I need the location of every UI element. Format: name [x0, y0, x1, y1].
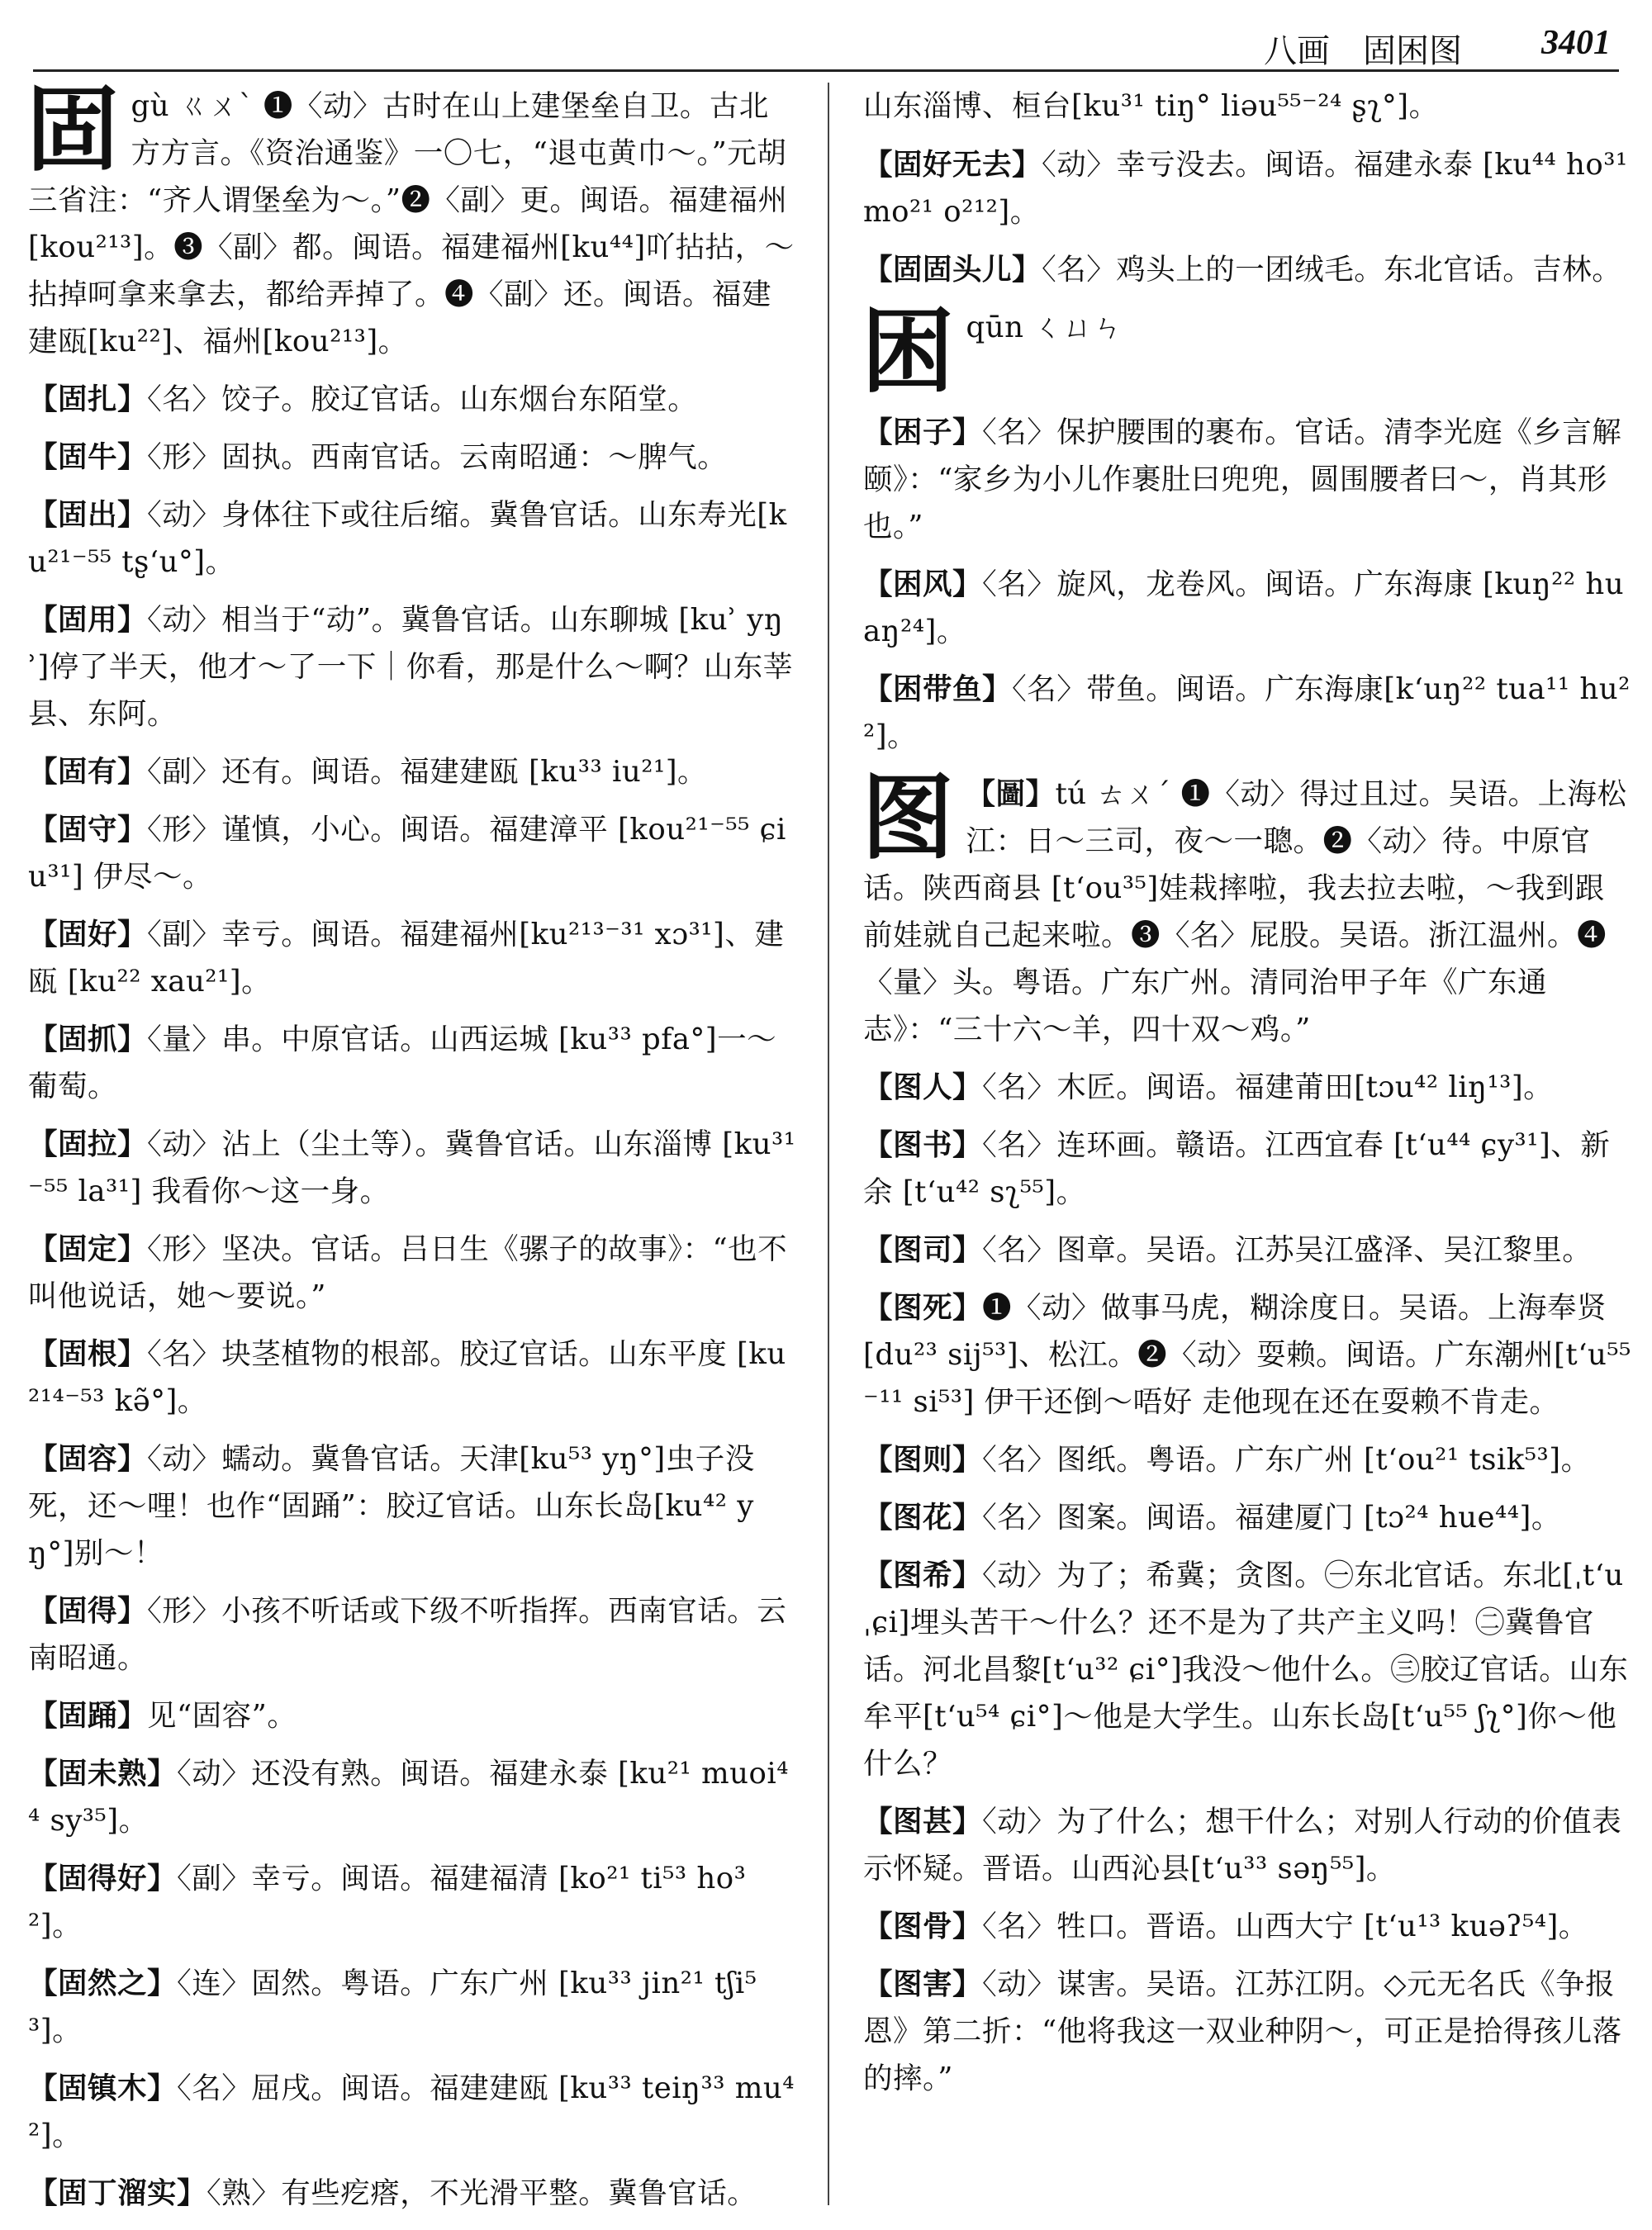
entry-definition: qūn ㄑㄩㄣ [966, 311, 1123, 344]
page-number: 3401 [1541, 24, 1611, 62]
entry-headword: 【图甚】 [863, 1805, 983, 1839]
entry-headword: 【固定】 [28, 1232, 148, 1266]
dictionary-entry [28, 806, 796, 900]
entry-headword: 【困子】 [863, 415, 983, 449]
entry-headword: 【图则】 [863, 1443, 983, 1477]
entry-headword: 【固根】 [28, 1337, 148, 1371]
dictionary-entry [863, 1436, 1631, 1483]
entry-headword: 【图花】 [863, 1501, 983, 1535]
entry-headword: 【图司】 [863, 1233, 983, 1267]
headword-character: 固 [26, 76, 120, 184]
entry-headword: 【固踊】 [28, 1699, 148, 1733]
dictionary-entry [28, 1435, 796, 1577]
entry-definition: 见“固容”。 [147, 1699, 297, 1733]
entry-headword: 【固丁溜实】 [28, 2176, 207, 2210]
entry-definition: 〈副〉幸亏。闽语。福建福清 [ko²¹ ti⁵³ ho³²]。 [28, 1862, 747, 1943]
entry-headword: 【固用】 [28, 603, 148, 637]
dictionary-entry [863, 409, 1631, 550]
entry-headword: 【图害】 [863, 1967, 983, 2001]
entry-definition: 〈副〉还有。闽语。福建建瓯 [ku³³ iu²¹]。 [147, 755, 708, 789]
entry-headword: 【固容】 [28, 1442, 148, 1476]
page-header [33, 12, 1619, 72]
dictionary-entry [863, 1226, 1631, 1274]
headword-character: 困 [862, 297, 955, 406]
dictionary-entry [28, 1587, 796, 1682]
character-entry [862, 297, 1631, 406]
entry-definition: 〈形〉小孩不听话或下级不听指挥。西南官话。云南昭通。 [28, 1594, 787, 1675]
entry-definition: 〈动〉为了；希冀；贪图。㊀东北官话。东北[ˌtʻu ˌɕi]埋头苦干～什么？还不是为了共产主义吗！㊁冀鲁官话。河北昌黎[tʻu³² ɕi°]我没～他什么。㊂胶辽官话。山东牟平[tʻu⁵⁴ ɕi°]～他是大学生。山东长岛[tʻu⁵⁵ ʃʅ°]你～他什么？ [863, 1559, 1629, 1781]
entry-definition: 〈名〉木匠。闽语。福建莆田[tɔu⁴² liŋ¹³]。 [982, 1070, 1554, 1104]
entry-headword: 【困带鱼】 [863, 672, 1013, 706]
entry-definition: 〈动〉为了什么；想干什么；对别人行动的价值表示怀疑。晋语。山西沁县[tʻu³³ səŋ⁵⁵]。 [863, 1805, 1622, 1886]
dictionary-entry [28, 1121, 796, 1215]
dictionary-entry [863, 246, 1631, 293]
entry-definition: 〈名〉图案。闽语。福建厦门 [tɔ²⁴ hue⁴⁴]。 [982, 1501, 1561, 1535]
dictionary-entry [863, 666, 1631, 760]
dictionary-entry [863, 83, 1631, 130]
character-entry [26, 76, 796, 365]
entry-definition: tú ㄊㄨˊ ❶〈动〉得过且过。吴语。上海松江：日～三司，夜～一聰。❷〈动〉待。中原官话。陕西商县 [tʻou³⁵]娃栽摔啦，我去拉去啦，～我到跟前娃就自己起来啦。❸〈名〉屁股。吴语。浙江温州。❹〈量〉头。粤语。广东广州。清同治甲子年《广东通志》：“三十六～羊，四十双～鸡。” [863, 777, 1627, 1046]
dictionary-entry [863, 1798, 1631, 1892]
entry-definition: 〈动〉还没有熟。闽语。福建永泰 [ku²¹ muoi⁴⁴ sy³⁵]。 [28, 1757, 790, 1838]
dictionary-entry [28, 748, 796, 795]
column-divider [828, 83, 829, 2205]
entry-definition: 〈名〉屈戌。闽语。福建建瓯 [ku³³ teiŋ³³ mu⁴²]。 [28, 2071, 795, 2152]
dictionary-entry [28, 1855, 796, 1949]
entry-definition: 〈连〉固然。粤语。广东广州 [ku³³ jin²¹ tʃi⁵³]。 [28, 1967, 757, 2047]
headword-character: 图 [862, 764, 955, 872]
character-entry [862, 764, 1631, 1053]
entry-headword: 【固得好】 [28, 1862, 178, 1896]
dictionary-entry [863, 1961, 1631, 2102]
entry-headword: 【圖】 [966, 777, 1056, 811]
entry-definition: 〈动〉沾上（尘土等）。冀鲁官话。山东淄博 [ku³¹⁻⁵⁵ la³¹] 我看你～这一身。 [28, 1127, 796, 1208]
entry-headword: 【固好】 [28, 918, 148, 951]
entry-definition: 〈名〉图章。吴语。江苏吴江盛泽、吴江黎里。 [982, 1233, 1593, 1267]
entry-definition: 〈形〉坚决。官话。吕日生《骡子的故事》：“也不叫他说话，她～要说。” [28, 1232, 788, 1313]
entry-definition: 〈动〉幸亏没去。闽语。福建永泰 [ku⁴⁴ ho³¹ mo²¹ o²¹²]。 [863, 148, 1628, 229]
dictionary-entry [863, 1122, 1631, 1216]
dictionary-entry [28, 434, 796, 481]
entry-headword: 【固未熟】 [28, 1757, 178, 1791]
entry-headword: 【固出】 [28, 498, 148, 532]
entry-definition: 〈形〉谨慎，小心。闽语。福建漳平 [kou²¹⁻⁵⁵ ɕiu³¹] 伊尽～。 [28, 813, 786, 894]
entry-definition: ❶〈动〉做事马虎，糊涂度日。吴语。上海奉贤[du²³ sij⁵³]、松江。❷〈动〉耍赖。闽语。广东潮州[tʻu⁵⁵⁻¹¹ si⁵³] 伊干还倒～唔好 走他现在还在耍赖不肯走。 [863, 1291, 1631, 1419]
entry-definition: 〈名〉牲口。晋语。山西大宁 [tʻu¹³ kuəʔ⁵⁴]。 [982, 1910, 1588, 1943]
entry-definition: 〈名〉连环画。赣语。江西宜春 [tʻu⁴⁴ ɕy³¹]、新余 [tʻu⁴² sʅ⁵⁵]。 [863, 1128, 1611, 1209]
dictionary-entry [28, 1226, 796, 1320]
dictionary-entry [28, 1331, 796, 1425]
dictionary-entry [28, 491, 796, 586]
dictionary-entry [863, 1903, 1631, 1950]
entry-headword: 【固镇木】 [28, 2071, 178, 2105]
dictionary-entry [28, 911, 796, 1005]
entry-headword: 【图希】 [863, 1559, 983, 1592]
entry-definition: 〈形〉固执。西南官话。云南昭通：～脾气。 [147, 440, 728, 474]
dictionary-entry [863, 1064, 1631, 1111]
dictionary-entry [28, 1960, 796, 2054]
dictionary-entry [28, 1692, 796, 1739]
entry-definition: 〈熟〉有些疙瘩，不光滑平整。冀鲁官话。 [206, 2176, 757, 2210]
entry-definition: gù ㄍㄨˋ ❶〈动〉古时在山上建堡垒自卫。古北方方言。《资治通鉴》一〇七，“退屯黄巾～。”元胡三省注：“齐人谓堡垒为～。”❷〈副〉更。闽语。福建福州[kou²¹³]。❸〈副〉都。闽语。福建福州[ku⁴⁴]吖拈拈，～拈掉呵拿来拿去，都给弄掉了。❹〈副〉还。闽语。福建建瓯[ku²²]、福州[kou²¹³]。 [28, 89, 795, 358]
entry-headword: 【固扎】 [28, 382, 148, 416]
entry-definition: 〈量〉串。中原官话。山西运城 [ku³³ pfa°]一～葡萄。 [28, 1022, 777, 1103]
entry-headword: 【困风】 [863, 567, 983, 601]
dictionary-entry [28, 376, 796, 423]
entry-headword: 【固守】 [28, 813, 148, 847]
dictionary-entry [28, 1750, 796, 1844]
entry-definition: 〈动〉谋害。吴语。江苏江阴。◇元无名氏《争报恩》第二折：“他将我这一双业种阴～，可正是拾得孩儿落的摔。” [863, 1967, 1622, 2095]
section-title: 八画 固困图 [1264, 32, 1462, 70]
entry-headword: 【固得】 [28, 1594, 148, 1628]
entry-definition: 〈动〉蠕动。冀鲁官话。天津[ku⁵³ yŋ°]虫子没死，还～哩！也作“固踊”：胶辽官话。山东长岛[ku⁴² yŋ°]别～！ [28, 1442, 755, 1570]
entry-definition: 〈动〉身体往下或往后缩。冀鲁官话。山东寿光[ku²¹⁻⁵⁵ tʂʻu°]。 [28, 498, 787, 579]
dictionary-entry [28, 2170, 796, 2217]
dictionary-entry [28, 1016, 796, 1110]
entry-headword: 【固抓】 [28, 1022, 148, 1056]
entry-headword: 【固拉】 [28, 1127, 148, 1161]
entry-headword: 【固好无去】 [863, 148, 1042, 182]
dictionary-entry [28, 2065, 796, 2159]
entry-headword: 【图人】 [863, 1070, 983, 1104]
dictionary-entry [863, 561, 1631, 655]
entry-headword: 【图死】 [863, 1291, 983, 1325]
dictionary-entry [28, 596, 796, 738]
entry-definition: 〈动〉相当于“动”。冀鲁官话。山东聊城 [kuʾ yŋʾ]停了半天，他才～了一下｜你看，那是什么～啊？山东莘县、东阿。 [28, 603, 793, 731]
entry-definition: 〈名〉保护腰围的裹布。官话。清李光庭《乡言解颐》：“家乡为小儿作裹肚曰兜兜，圆围腰者曰～，肖其形也。” [863, 415, 1622, 543]
dictionary-entry [863, 1284, 1631, 1426]
dictionary-entry [863, 141, 1631, 235]
left-column [26, 76, 796, 2213]
entry-headword: 【图书】 [863, 1128, 983, 1162]
entry-definition: 山东淄博、桓台[ku³¹ tiŋ° liəu⁵⁵⁻²⁴ ʂʅ°]。 [863, 89, 1439, 123]
entry-definition: 〈名〉图纸。粤语。广东广州 [tʻou²¹ tsik⁵³]。 [982, 1443, 1591, 1477]
entry-definition: 〈副〉幸亏。闽语。福建福州[ku²¹³⁻³¹ xɔ³¹]、建瓯 [ku²² xau²¹]。 [28, 918, 785, 999]
entry-headword: 【图骨】 [863, 1910, 983, 1943]
entry-definition: 〈名〉块茎植物的根部。胶辽官话。山东平度 [ku²¹⁴⁻⁵³ kə̃°]。 [28, 1337, 786, 1418]
entry-headword: 【固有】 [28, 755, 148, 789]
right-column [863, 83, 1631, 2213]
entry-headword: 【固然之】 [28, 1967, 178, 2000]
entry-headword: 【固牛】 [28, 440, 148, 474]
entry-definition: 〈名〉旋风，龙卷风。闽语。广东海康 [kuŋ²² huaŋ²⁴]。 [863, 567, 1625, 648]
entry-definition: 〈名〉带鱼。闽语。广东海康[kʻuŋ²² tua¹¹ hu²²]。 [863, 672, 1631, 753]
dictionary-entry [863, 1552, 1631, 1787]
entry-headword: 【固固头儿】 [863, 253, 1042, 287]
dictionary-entry [863, 1494, 1631, 1541]
entry-definition: 〈名〉鸡头上的一团绒毛。东北官话。吉林。 [1042, 253, 1622, 287]
entry-definition: 〈名〉饺子。胶辽官话。山东烟台东陌堂。 [147, 382, 698, 416]
